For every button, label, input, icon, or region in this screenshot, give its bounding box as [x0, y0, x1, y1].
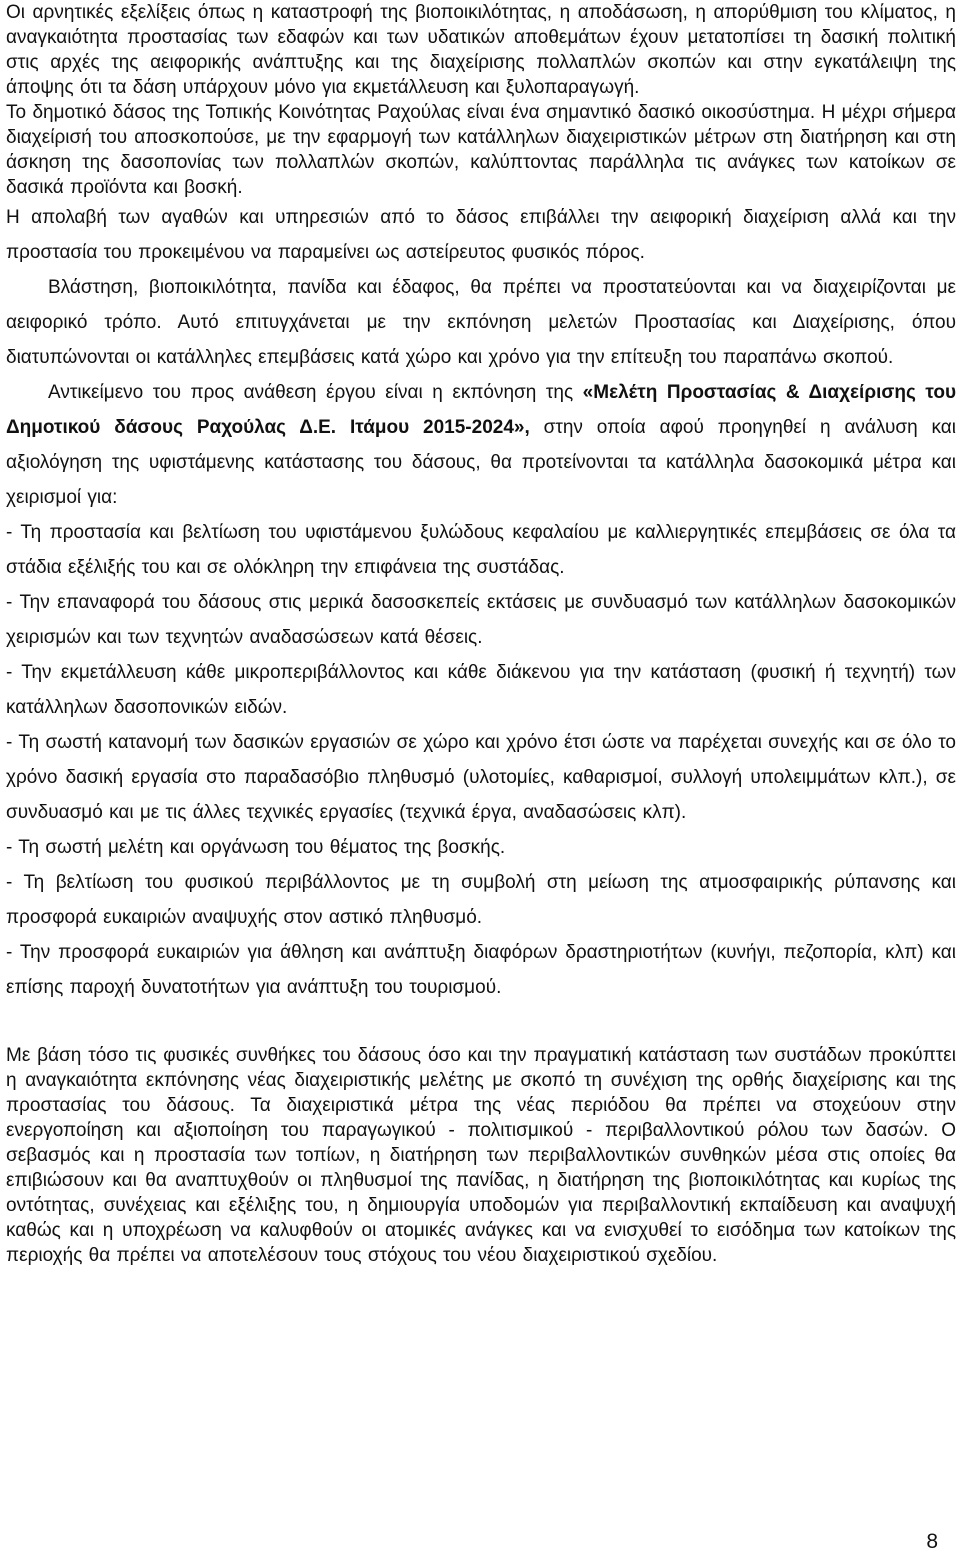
list-item: - Τη βελτίωση του φυσικού περιβάλλοντος με τη συμβολή στη μείωση της ατμοσφαιρικής ρύπανσης και προσφορά ευκαιριών αναψυχής στον αστικό πληθυσμό.: [6, 872, 956, 928]
list-item: - Τη προστασία και βελτίωση του υφιστάμενου ξυλώδους κεφαλαίου με καλλιεργητικές επεμβάσεις σε όλα τα στάδια εξέλιξής του και σε ολόκληρη την επιφάνεια της συστάδας.: [6, 522, 956, 578]
list-item: - Την προσφορά ευκαιριών για άθληση και ανάπτυξη διαφόρων δραστηριοτήτων (κυνήγι, πεζοπορία, κλπ) και επίσης παροχή δυνατοτήτων για ανάπτυξη του τουρισμού.: [6, 942, 956, 998]
paragraph-spacer: [6, 1005, 956, 1043]
list-item: - Την εκμετάλλευση κάθε μικροπεριβάλλοντος και κάθε διάκενου για την κατάσταση (φυσική ή τεχνητή) των κατάλληλων δασοπονικών ειδών.: [6, 662, 956, 718]
paragraph-management: Βλάστηση, βιοποικιλότητα, πανίδα και έδαφος, θα πρέπει να προστατεύονται και να διαχειρίζονται με αειφορικό τρόπο. Αυτό επιτυγχάνεται με την εκπόνηση μελετών Προστασίας και Διαχείρισης, όπου διατυπώνονται οι κατάλληλες επεμβάσεις κατά χώρο και χρόνο για την επίτευξη του παραπάνω σκοπού.: [6, 277, 956, 368]
project-title: «Μελέτη Προστασίας & Διαχείρισης του Δημοτικού δάσους Ραχούλας Δ.Ε. Ιτάμου 2015-2024»,: [6, 382, 957, 438]
page-body: [6, 0, 956, 1268]
list-item: - Τη σωστή μελέτη και οργάνωση του θέματος της βοσκής.: [6, 837, 506, 858]
page-number: 8: [926, 1530, 938, 1553]
paragraph-benefits: Η απολαβή των αγαθών και υπηρεσιών από το δάσος επιβάλλει την αειφορική διαχείριση αλλά και την προστασία του προκειμένου να παραμείνει ως αστείρευτος φυσικός πόρος.: [6, 207, 956, 263]
paragraph-intro: Οι αρνητικές εξελίξεις όπως η καταστροφή της βιοποικιλότητας, η αποδάσωση, η απορύθμιση του κλίματος, η αναγκαιότητα προστασίας των εδαφών και των υδατικών αποθεμάτων έχουν μετατοπίσει τη δασική πολιτική στις αρχές της αειφορικής ανάπτυξης και της διαχείρισης πολλαπλών σκοπών και στην εγκατάλειψη της άποψης ότι τα δάση υπάρχουν μόνο για εκμετάλλευση και ξυλοπαραγωγή.: [6, 2, 956, 98]
list-item: - Τη σωστή κατανομή των δασικών εργασιών σε χώρο και χρόνο έτσι ώστε να παρέχεται συνεχής και σε όλο το χρόνο δασική εργασία στο παραδασόβιο πληθυσμό (υλοτομίες, καθαρισμοί, συλλογή υπολειμμάτων κλπ.), σε συνδυασμό και με τις άλλες τεχνικές εργασίες (τεχνικά έργα, αναδασώσεις κλπ).: [6, 732, 956, 823]
project-object-tail: στην οποία αφού προηγηθεί η ανάλυση και αξιολόγηση της υφιστάμενης κατάστασης του δάσους, θα προτείνονται τα κατάλληλα δασοκομικά μέτρα και χειρισμοί για:: [6, 417, 956, 508]
project-object-lead: Αντικείμενο του προς ανάθεση έργου είναι η εκπόνηση της: [48, 382, 583, 403]
paragraph-forest-ecosystem: Το δημοτικό δάσος της Τοπικής Κοινότητας Ραχούλας είναι ένα σημαντικό δασικό οικοσύστημα. Η μέχρι σήμερα διαχείρισή του αποσκοπούσε, με την εφαρμογή των κατάλληλων διαχειριστικών μέτρων στη διατήρηση και στη άσκηση της δασοπονίας των πολλαπλών σκοπών, καλύπτοντας παράλληλα τις ανάγκες των κατοίκων σε δασικά προϊόντα και βοσκή.: [6, 102, 956, 198]
paragraph-project-object: [6, 375, 956, 515]
paragraph-conclusion: Με βάση τόσο τις φυσικές συνθήκες του δάσους όσο και την πραγματική κατάσταση των συστάδων προκύπτει η αναγκαιότητα εκπόνησης νέας διαχειριστικής μελέτης με σκοπό τη συνέχιση της ορθής διαχείρισης και της προστασίας του δάσους. Τα διαχειριστικά μέτρα της νέας περιόδου θα πρέπει να στοχεύουν στην ενεργοποίηση και αξιοποίηση του παραγωγικού - πολιτισμικού - περιβαλλοντικού ρόλου των δασών. Ο σεβασμός και η προστασία των τοπίων, η διατήρηση των περιβαλλοντικών συνθηκών μέσα στις οποίες θα επιβιώσουν και θα αναπτυχθούν οι πληθυσμοί της πανίδας, η διατήρηση της βιοποικιλότητας και κυρίως της οντότητας, συνέχειας και εξέλιξης του, η δημιουργία υποδομών για περιβαλλοντική εκπαίδευση και αναψυχή καθώς και η υποχρέωση να καλυφθούν οι ατομικές ανάγκες και να ενισχυθεί το εισόδημα των κατοίκων της περιοχής θα πρέπει να αποτελέσουν τους στόχους του νέου διαχειριστικού σχεδίου.: [6, 1045, 956, 1266]
list-item: - Την επαναφορά του δάσους στις μερικά δασοσκεπείς εκτάσεις με συνδυασμό των κατάλληλων δασοκομικών χειρισμών και των τεχνητών αναδασώσεων κατά θέσεις.: [6, 592, 956, 648]
